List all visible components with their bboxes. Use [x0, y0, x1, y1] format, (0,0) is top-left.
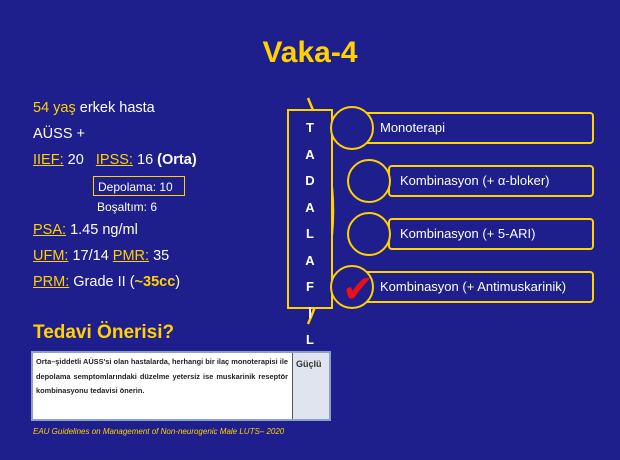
option-circle — [330, 106, 374, 150]
prm-line: PRM: Grade II (~35cc) — [33, 274, 181, 290]
guideline-text: Orta–şiddetli AÜSS'si olan hastalarda, herhangi bir ilaç monoterapisi ile depolama semptomlarındaki düzelme yetersiz ise muskarinik reseptör kombinasyonu tedavisi önerin. — [36, 357, 288, 396]
drug-letter: L — [306, 332, 314, 347]
psa-line — [33, 222, 138, 238]
prm-value: Grade II — [73, 274, 126, 290]
pmr-label: PMR: — [112, 248, 150, 264]
ufm-label: UFM: — [33, 248, 69, 264]
iief-label: IIEF: — [33, 152, 64, 168]
option-monoterapi: Monoterapi — [360, 112, 594, 144]
ipss-label: IPSS: — [95, 152, 133, 168]
patient-gender: erkek hasta — [79, 100, 155, 116]
drug-letter: T — [306, 120, 314, 135]
voiding-score: Boşaltım: 6 — [97, 200, 158, 214]
ipss-value: 16 — [137, 152, 154, 168]
prm-label: PRM: — [33, 274, 70, 290]
psa-value: 1.45 ng/ml — [70, 222, 138, 238]
drug-letter: D — [305, 173, 315, 188]
checkmark-icon: ✔ — [342, 267, 374, 311]
patient-age: 54 yaş — [33, 100, 76, 116]
patient-line — [33, 100, 155, 116]
guideline-strength: Güçlü — [296, 359, 322, 369]
guideline-reference: EAU Guidelines on Management of Non-neurogenic Male LUTS– 2020 — [33, 427, 285, 436]
treatment-question: Tedavi Önerisi? — [33, 322, 175, 343]
option-circle — [347, 159, 391, 203]
ufm-pmr-line — [33, 248, 169, 264]
guideline-divider — [292, 353, 293, 419]
pmr-value: 35 — [153, 248, 170, 264]
prm-volume: ~35cc — [134, 274, 176, 290]
drug-letters — [289, 115, 331, 354]
drug-name-box — [287, 109, 333, 347]
auss-line: AÜSS + — [33, 126, 85, 142]
drug-letter: A — [305, 252, 315, 268]
drug-letter: F — [306, 279, 314, 294]
slide-title: Vaka-4 — [262, 36, 358, 69]
drug-letter: A — [305, 199, 315, 215]
drug-letter: İ — [308, 305, 312, 321]
psa-label: PSA: — [33, 222, 67, 238]
option-circle — [347, 212, 391, 256]
ufm-value: 17/14 — [72, 248, 109, 264]
iief-ipss-line — [33, 152, 197, 168]
ipss-severity: (Orta) — [157, 152, 197, 168]
option-5ari: Kombinasyon (+ 5-ARI) — [388, 218, 594, 250]
drug-letter: A — [305, 146, 315, 162]
option-alpha-blocker: Kombinasyon (+ α-bloker) — [388, 165, 594, 197]
guideline-table — [31, 351, 331, 421]
option-antimuscarinic: Kombinasyon (+ Antimuskarinik) — [360, 271, 594, 303]
storage-score-box: Depolama: 10 — [93, 176, 185, 196]
iief-value: 20 — [67, 152, 84, 168]
drug-letter: L — [306, 226, 314, 241]
